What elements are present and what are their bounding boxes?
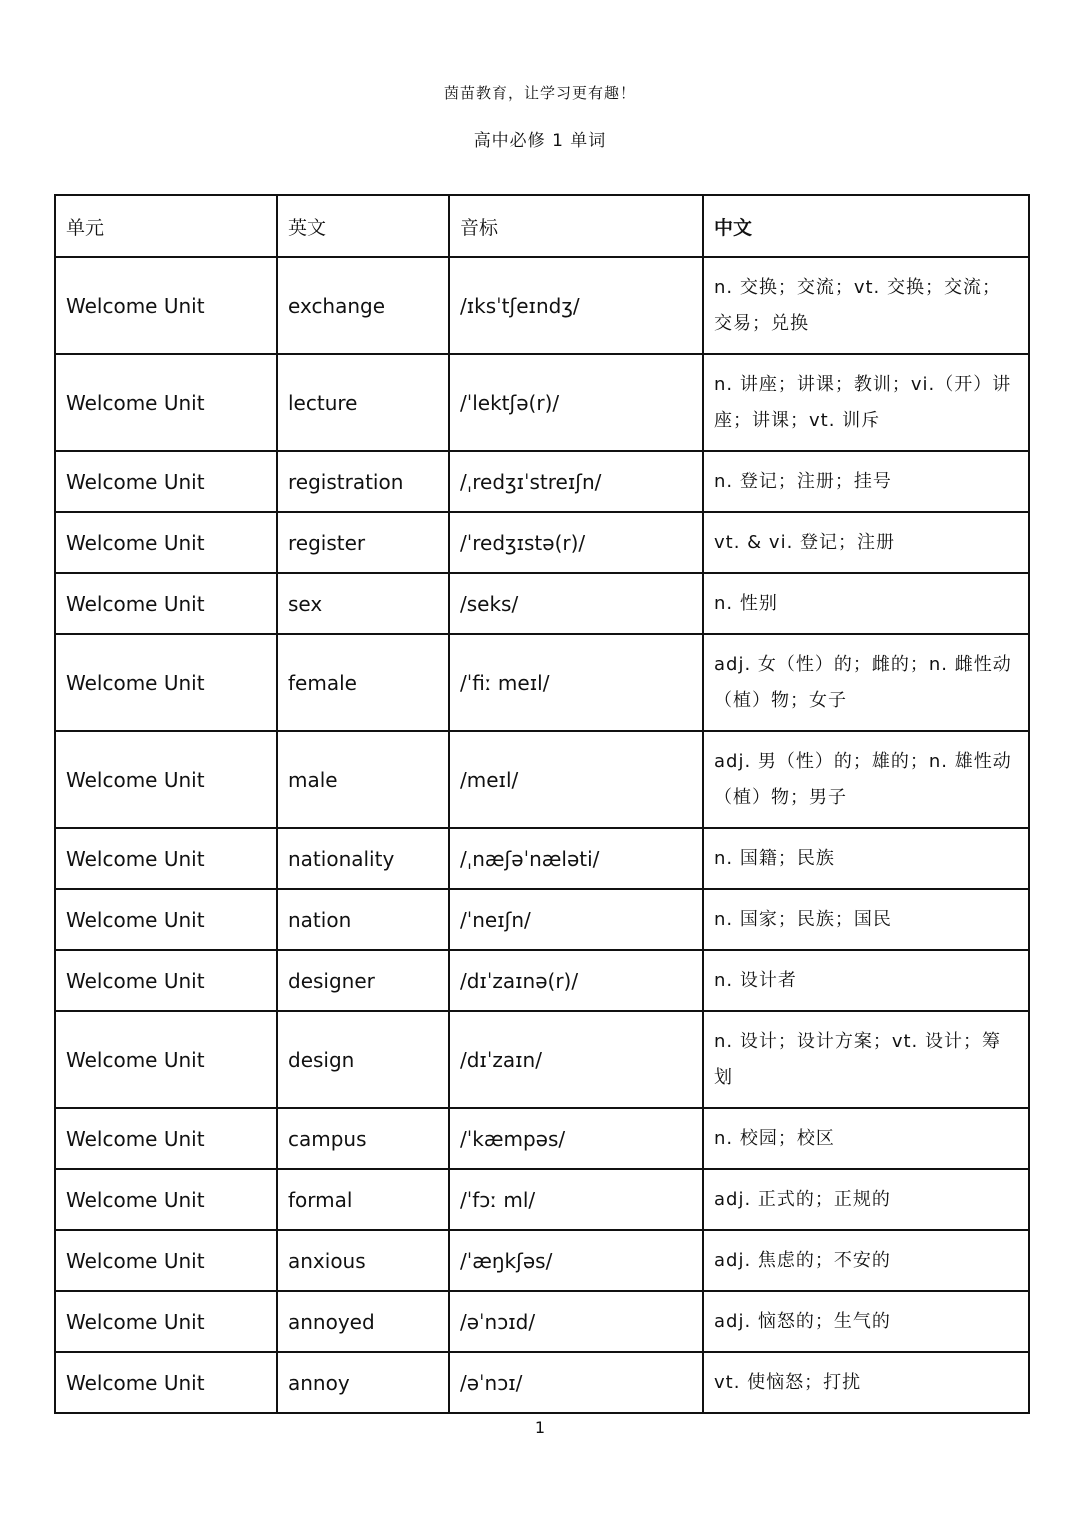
cell-phonetic: /ˈfiː meɪl/ <box>449 634 703 731</box>
cell-unit: Welcome Unit <box>55 1352 277 1413</box>
table-row <box>55 512 1029 573</box>
cell-english: nation <box>277 889 449 950</box>
table-row <box>55 257 1029 354</box>
table-row <box>55 950 1029 1011</box>
cell-phonetic: /ˈkæmpəs/ <box>449 1108 703 1169</box>
cell-unit: Welcome Unit <box>55 634 277 731</box>
cell-chinese: n. 设计；设计方案；vt. 设计；筹划 <box>703 1011 1029 1108</box>
cell-chinese: adj. 女（性）的；雌的；n. 雌性动（植）物；女子 <box>703 634 1029 731</box>
cell-phonetic: /ˈæŋkʃəs/ <box>449 1230 703 1291</box>
cell-chinese: adj. 正式的；正规的 <box>703 1169 1029 1230</box>
vocabulary-table <box>54 194 1030 1414</box>
cell-unit: Welcome Unit <box>55 889 277 950</box>
cell-unit: Welcome Unit <box>55 573 277 634</box>
cell-english: nationality <box>277 828 449 889</box>
table-row <box>55 1352 1029 1413</box>
cell-english: anxious <box>277 1230 449 1291</box>
cell-unit: Welcome Unit <box>55 828 277 889</box>
cell-unit: Welcome Unit <box>55 950 277 1011</box>
cell-chinese: n. 性别 <box>703 573 1029 634</box>
column-header-unit: 单元 <box>55 195 277 257</box>
cell-phonetic: /meɪl/ <box>449 731 703 828</box>
cell-english: designer <box>277 950 449 1011</box>
cell-english: male <box>277 731 449 828</box>
cell-english: design <box>277 1011 449 1108</box>
table-row <box>55 1108 1029 1169</box>
page-number: 1 <box>534 1418 546 1437</box>
cell-english: lecture <box>277 354 449 451</box>
cell-unit: Welcome Unit <box>55 451 277 512</box>
table-row <box>55 1169 1029 1230</box>
cell-chinese: vt. 使恼怒；打扰 <box>703 1352 1029 1413</box>
cell-english: register <box>277 512 449 573</box>
table-row <box>55 1230 1029 1291</box>
cell-english: female <box>277 634 449 731</box>
cell-english: campus <box>277 1108 449 1169</box>
cell-english: annoy <box>277 1352 449 1413</box>
table-row <box>55 828 1029 889</box>
cell-unit: Welcome Unit <box>55 731 277 828</box>
cell-phonetic: /dɪˈzaɪn/ <box>449 1011 703 1108</box>
cell-chinese: n. 讲座；讲课；教训；vi.（开）讲座；讲课；vt. 训斥 <box>703 354 1029 451</box>
table-row <box>55 634 1029 731</box>
cell-unit: Welcome Unit <box>55 257 277 354</box>
cell-unit: Welcome Unit <box>55 512 277 573</box>
cell-chinese: adj. 恼怒的；生气的 <box>703 1291 1029 1352</box>
column-header-chinese: 中文 <box>703 195 1029 257</box>
cell-unit: Welcome Unit <box>55 354 277 451</box>
table-row <box>55 889 1029 950</box>
cell-unit: Welcome Unit <box>55 1011 277 1108</box>
cell-chinese: adj. 焦虑的；不安的 <box>703 1230 1029 1291</box>
cell-phonetic: /əˈnɔɪ/ <box>449 1352 703 1413</box>
cell-unit: Welcome Unit <box>55 1169 277 1230</box>
cell-chinese: n. 登记；注册；挂号 <box>703 451 1029 512</box>
cell-english: annoyed <box>277 1291 449 1352</box>
cell-phonetic: /ɪksˈtʃeɪndʒ/ <box>449 257 703 354</box>
table-header-row <box>55 195 1029 257</box>
cell-unit: Welcome Unit <box>55 1108 277 1169</box>
cell-english: sex <box>277 573 449 634</box>
cell-chinese: adj. 男（性）的；雄的；n. 雄性动（植）物；男子 <box>703 731 1029 828</box>
table-row <box>55 1291 1029 1352</box>
cell-phonetic: /əˈnɔɪd/ <box>449 1291 703 1352</box>
table-row <box>55 573 1029 634</box>
table-row <box>55 731 1029 828</box>
cell-phonetic: /ˈfɔː ml/ <box>449 1169 703 1230</box>
cell-english: registration <box>277 451 449 512</box>
cell-chinese: n. 国籍；民族 <box>703 828 1029 889</box>
cell-english: exchange <box>277 257 449 354</box>
cell-phonetic: /ˌredʒɪˈstreɪʃn/ <box>449 451 703 512</box>
cell-chinese: vt. & vi. 登记；注册 <box>703 512 1029 573</box>
column-header-phonetic: 音标 <box>449 195 703 257</box>
table-row <box>55 354 1029 451</box>
cell-unit: Welcome Unit <box>55 1291 277 1352</box>
cell-phonetic: /ˌnæʃəˈnæləti/ <box>449 828 703 889</box>
cell-chinese: n. 设计者 <box>703 950 1029 1011</box>
table-row <box>55 451 1029 512</box>
cell-phonetic: /seks/ <box>449 573 703 634</box>
cell-phonetic: /ˈlektʃə(r)/ <box>449 354 703 451</box>
cell-english: formal <box>277 1169 449 1230</box>
header-slogan: 茵苗教育，让学习更有趣！ <box>443 84 636 102</box>
cell-phonetic: /ˈredʒɪstə(r)/ <box>449 512 703 573</box>
page-title: 高中必修 1 单词 <box>473 131 607 151</box>
cell-phonetic: /dɪˈzaɪnə(r)/ <box>449 950 703 1011</box>
table-row <box>55 1011 1029 1108</box>
table-body <box>55 257 1029 1413</box>
cell-phonetic: /ˈneɪʃn/ <box>449 889 703 950</box>
cell-unit: Welcome Unit <box>55 1230 277 1291</box>
cell-chinese: n. 国家；民族；国民 <box>703 889 1029 950</box>
cell-chinese: n. 交换；交流；vt. 交换；交流；交易；兑换 <box>703 257 1029 354</box>
cell-chinese: n. 校园；校区 <box>703 1108 1029 1169</box>
column-header-english: 英文 <box>277 195 449 257</box>
